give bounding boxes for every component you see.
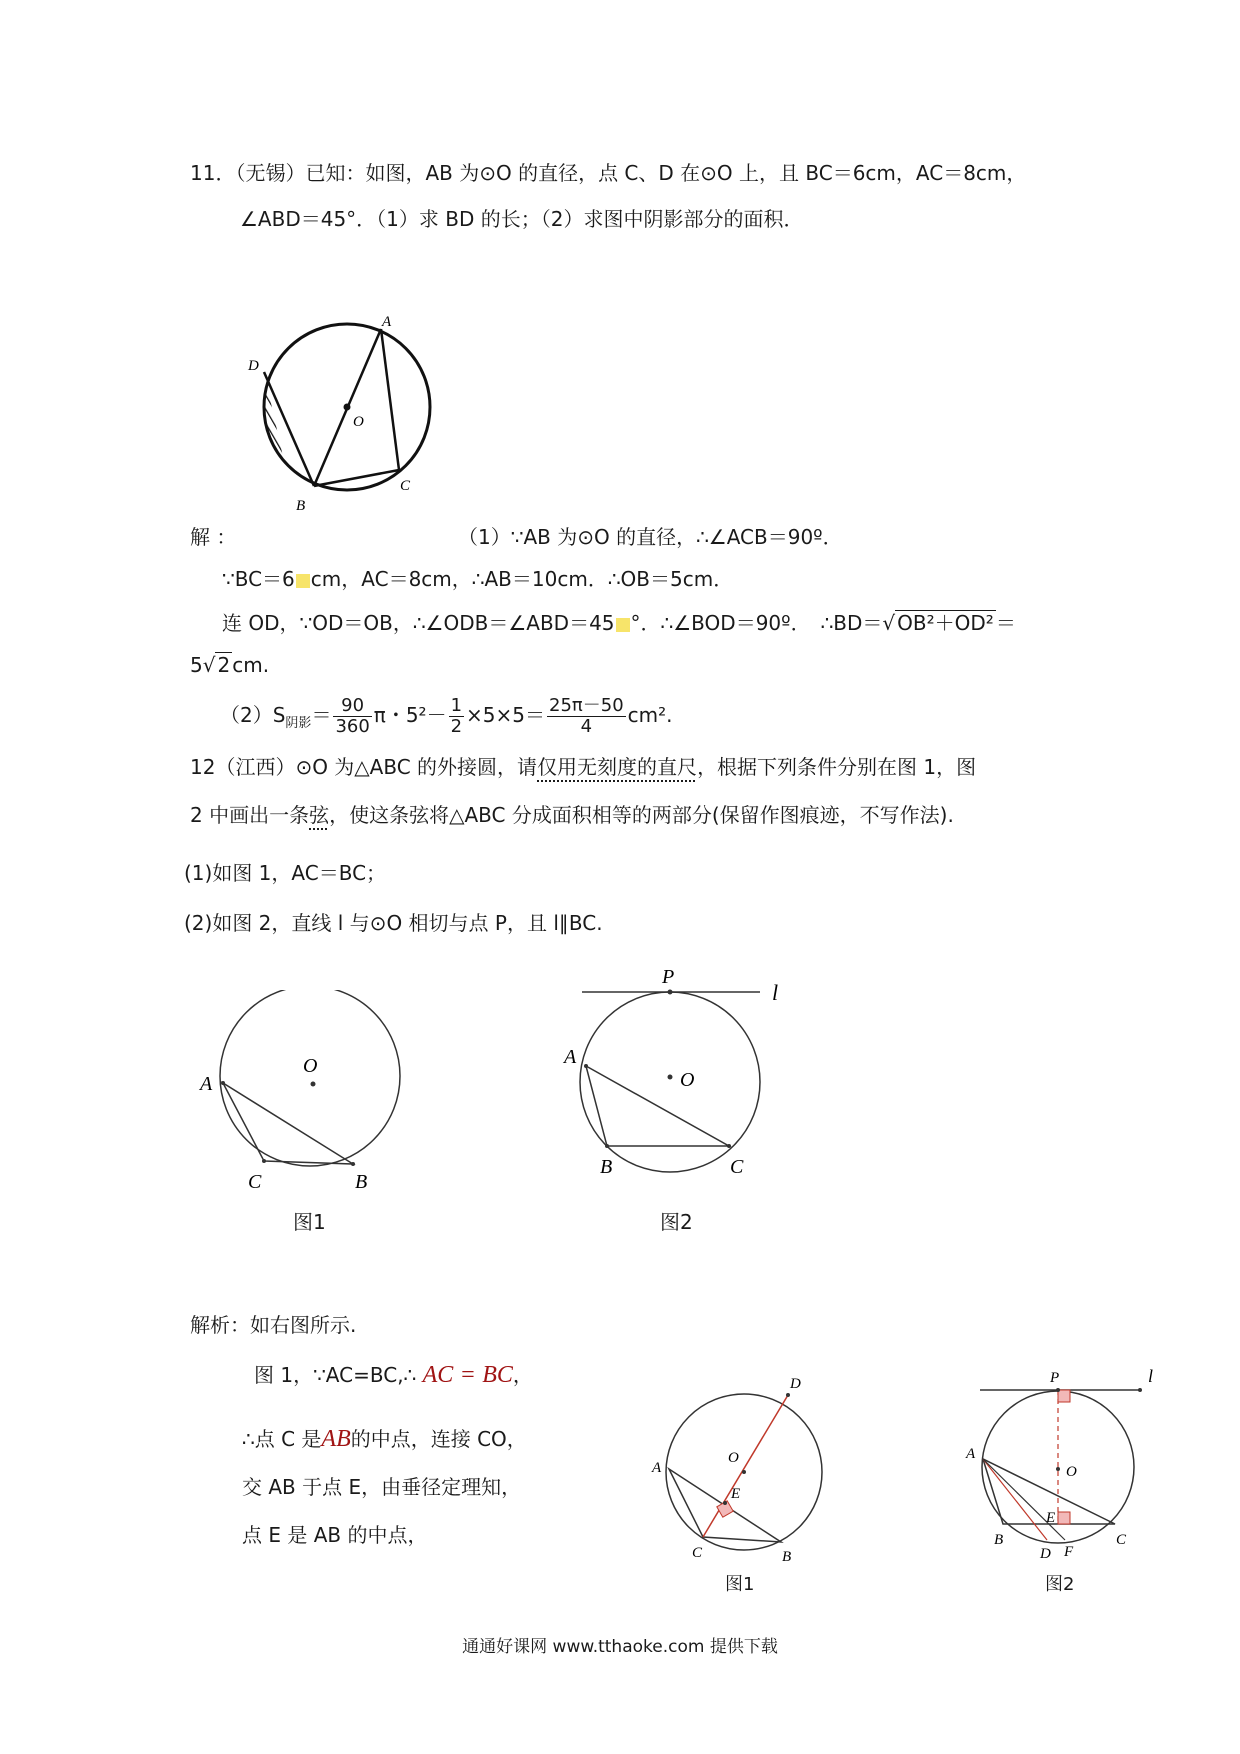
sol12-fig2-caption: 图2: [1045, 1574, 1075, 1595]
label-d: D: [790, 1376, 801, 1392]
sol12-fig1-caption: 图1: [725, 1574, 755, 1595]
arc-ac: AC: [422, 1362, 454, 1388]
label-c: C: [400, 478, 411, 494]
q12-cond2: (2)如图 2，直线 l 与⊙O 相切与点 P，且 l∥BC.: [184, 911, 603, 935]
point-c: [727, 1144, 731, 1148]
label-o: O: [1066, 1464, 1077, 1480]
point-a: [584, 1064, 588, 1068]
center-dot: [344, 404, 351, 411]
line-cd: [703, 1395, 788, 1537]
q11-figure: [240, 310, 460, 520]
chord-bc: [314, 470, 399, 486]
q11-line1: 11．（无锡）已知：如图，AB 为⊙O 的直径，点 C、D 在⊙O 上，且 BC＝6cm，AC＝8cm，: [190, 161, 1027, 185]
line-ad: [983, 1459, 1047, 1540]
chord-ac: [381, 329, 399, 470]
arc-bc: BC: [482, 1362, 513, 1388]
q12-figure2: [550, 955, 800, 1185]
sol12-figure1: [640, 1368, 840, 1568]
label-o: O: [728, 1450, 739, 1466]
arc-ab: AB: [321, 1426, 351, 1452]
triangle-abc: [223, 1083, 353, 1164]
highlight-mark: [616, 618, 630, 632]
label-a: A: [200, 1073, 213, 1095]
triangle-abc: [586, 1066, 729, 1146]
label-b: B: [296, 498, 306, 514]
label-e: E: [1046, 1510, 1056, 1526]
label-a: A: [652, 1460, 662, 1476]
point-l: [1138, 1388, 1142, 1392]
label-c: C: [730, 1156, 744, 1178]
sol11-head: 解 ：: [190, 525, 237, 549]
point-b: [605, 1144, 609, 1148]
highlight-mark: [296, 574, 310, 588]
q12-line1: 12（江西）⊙O 为△ABC 的外接圆，请仅用无刻度的直尺，根据下列条件分别在图 1，图: [190, 755, 977, 779]
label-l: l: [772, 980, 779, 1005]
right-angle-mark-top: [1058, 1390, 1070, 1402]
label-b: B: [782, 1549, 792, 1565]
sol11-step5: $(2)S_{阴影}=$ $\frac{90}{360}$ π・5²－ $\frac{1}{2}$ ×5×5＝ $\frac{25\pi-50}{4}$ cm².: [220, 695, 673, 737]
label-p: P: [1050, 1370, 1060, 1386]
label-b: B: [994, 1532, 1004, 1548]
sol11-step2: ∵BC＝6 cm，AC＝8cm，∴AB＝10cm．∴OB＝5cm．: [222, 567, 734, 591]
point-e: [723, 1501, 727, 1505]
sol11-step3: 连 OD，∵OD＝OB，∴∠ODB＝∠ABD＝45 °．∴∠BOD＝90º． ∴BD＝√ OB²＋OD² ＝: [222, 611, 1016, 635]
label-e: E: [731, 1486, 741, 1502]
label-b: B: [355, 1171, 368, 1190]
label-b: B: [600, 1156, 613, 1178]
q12-figure1: [190, 990, 430, 1190]
sol12-line2: ∴点 C 是AB的中点，连接 CO，: [242, 1426, 527, 1452]
point-d: [786, 1393, 790, 1397]
sol11-step1: （1）∵AB 为⊙O 的直径，∴∠ACB＝90º．: [458, 525, 843, 549]
label-o: O: [353, 414, 364, 430]
label-f: F: [1064, 1544, 1074, 1560]
sol12-line3: 交 AB 于点 E，由垂径定理知，: [242, 1475, 522, 1499]
label-a: A: [564, 1046, 577, 1068]
q11-line2: ∠ABD＝45°．（1）求 BD 的长；（2）求图中阴影部分的面积．: [240, 207, 804, 231]
sol12-line4: 点 E 是 AB 的中点，: [242, 1523, 428, 1547]
sol12-head: 解析：如右图所示.: [190, 1313, 357, 1337]
center-dot: [668, 1075, 673, 1080]
fraction-result: $\frac{25\pi-50}{4}$: [549, 695, 624, 737]
point-b: [351, 1162, 355, 1166]
right-angle-mark-bottom: [1058, 1512, 1070, 1524]
label-a: A: [966, 1446, 976, 1462]
sol12-figure2: [950, 1362, 1170, 1562]
q12-line2: 2 中画出一条弦，使这条弦将△ABC 分成面积相等的两部分(保留作图痕迹，不写作法).: [190, 803, 954, 827]
label-c: C: [692, 1545, 703, 1561]
q12-fig1-caption: 图1: [293, 1210, 326, 1234]
sol12-line1: 图 1，∵AC=BC,∴ AC = BC，: [254, 1362, 533, 1388]
sol11-step4: 5√ 2 cm.: [190, 653, 270, 677]
page-footer: 通通好课网 www.tthaoke.com 提供下载: [462, 1637, 778, 1657]
point-p: [1056, 1388, 1060, 1392]
label-a: A: [382, 314, 392, 330]
label-d: D: [1040, 1546, 1051, 1562]
label-o: O: [303, 1055, 318, 1077]
label-c: C: [248, 1171, 262, 1190]
label-c: C: [1116, 1532, 1127, 1548]
point-p: [668, 990, 673, 995]
q12-cond1: (1)如图 1，AC＝BC；: [184, 861, 387, 885]
point-a: [221, 1081, 225, 1085]
label-p: P: [662, 966, 675, 988]
point-o: [742, 1470, 746, 1474]
q12-fig2-caption: 图2: [660, 1210, 693, 1234]
point-c: [262, 1159, 266, 1163]
fraction-90-360: $\frac{90}{360}$: [335, 695, 370, 737]
label-l: l: [1148, 1366, 1154, 1386]
fraction-1-2: $\frac{1}{2}$: [450, 695, 463, 737]
circle-o: [220, 990, 400, 1166]
label-d: D: [248, 358, 259, 374]
label-o: O: [680, 1069, 695, 1091]
center-dot: [311, 1082, 316, 1087]
point-o: [1056, 1467, 1060, 1471]
